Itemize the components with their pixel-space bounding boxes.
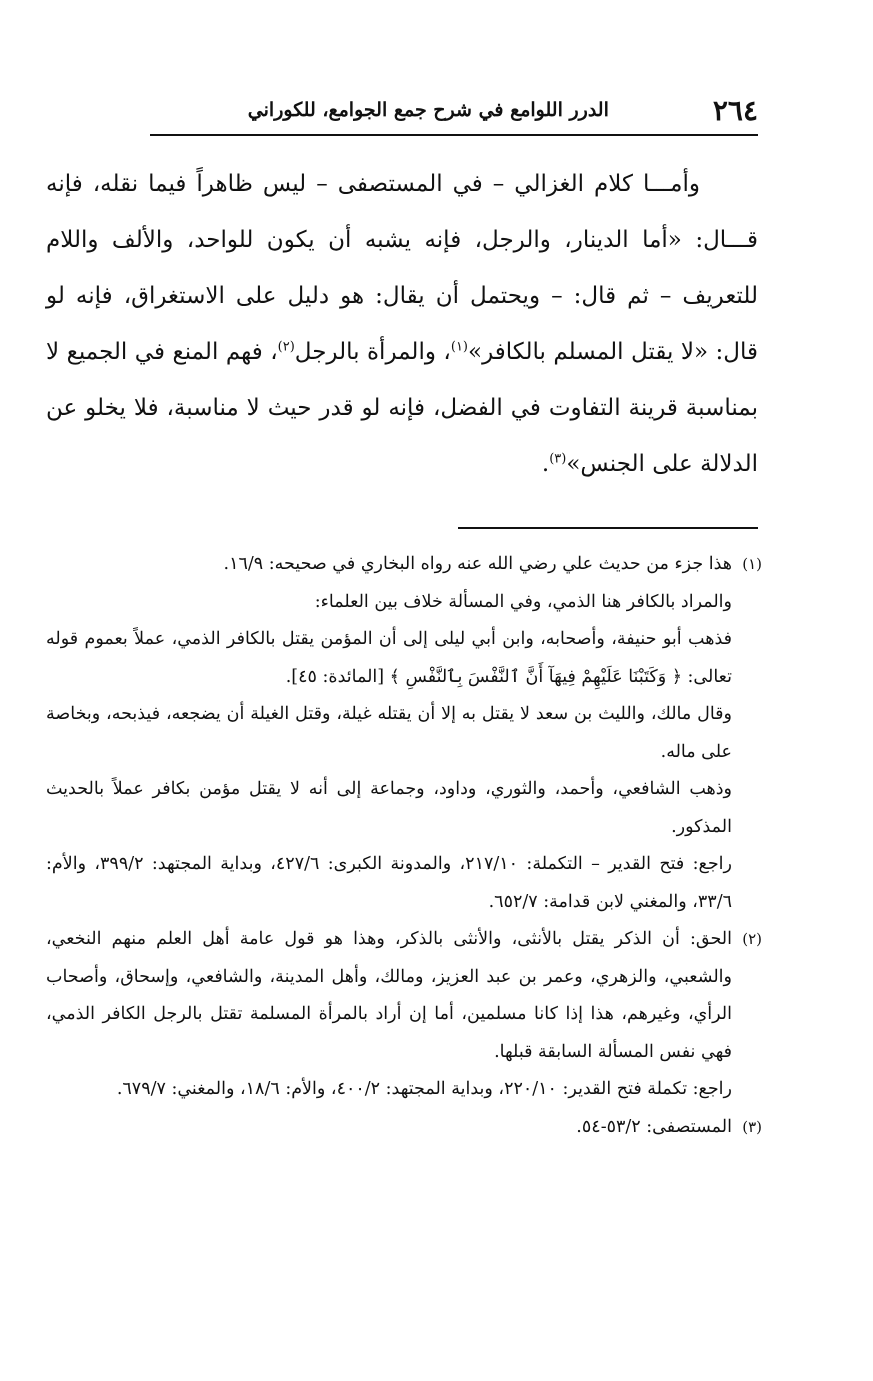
footnote-number: (٢) [742, 930, 762, 948]
footnote-ref-3: (٣) [549, 451, 567, 467]
footnote-paragraph: وذهب الشافعي، وأحمد، والثوري، وداود، وجماعة إلى أنه لا يقتل مؤمن بكافر عملاً بالحديث المذكور. [46, 779, 732, 837]
footnote-3 [46, 1109, 762, 1147]
footnote-rule [458, 527, 758, 529]
footnote-paragraph: فذهب أبو حنيفة، وأصحابه، وابن أبي ليلى إلى أن المؤمن يقتل بالكافر الذمي، عملاً بعموم قوله تعالى: ﴿ وَكَتَبْنَا عَلَيْهِمْ فِيهَآ أَنَّ ٱلنَّفْسَ بِٱلنَّفْسِ ﴾ [المائدة: ٤٥]. [46, 629, 732, 687]
main-text-part-4: . [541, 451, 550, 477]
footnote-paragraph: راجع: تكملة فتح القدير: ٢٢٠/١٠، وبداية المجتهد: ٤٠٠/٢، والأم: ١٨/٦، والمغني: ٦٧٩/٧. [116, 1079, 732, 1099]
footnote-paragraph: المستصفى: ٥٣/٢-٥٤. [576, 1116, 732, 1137]
header-rule [150, 134, 758, 136]
footnote-2 [46, 921, 762, 1109]
page-number: ٢٦٤ [712, 93, 758, 127]
main-text-part-3: ، فهم المنع في الجميع لا بمناسبة قرينة التفاوت في الفضل، فإنه لو قدر حيث لا مناسبة، فلا يخلو عن الدلالة على الجنس» [46, 339, 758, 477]
footnotes [46, 546, 762, 1146]
main-text-part-1: وأمـــا كلام الغزالي – في المستصفى – ليس ظاهراً فيما نقله، فإنه قـــال: «أما الدينار، والرجل، فإنه يشبه أن يكون للواحد، والألف واللام للتعريف – ثم قال: – ويحتمل أن يقال: هو دليل على الاستغراق، فإنه لو قال: «لا يقتل المسلم بالكافر» [46, 171, 759, 365]
footnote-ref-2: (٢) [277, 339, 295, 355]
footnote-paragraph: الحق: أن الذكر يقتل بالأنثى، والأنثى بالذكر، وهذا هو قول عامة أهل العلم منهم النخعي، والشعبي، والزهري، وعمر بن عبد العزيز، ومالك، وأهل المدينة، والشافعي، وإسحاق، وأصحاب الرأي، وغيرهم، هذا إذا كانا مسلمين، أما إن أراد بالمرأة المسلمة تقتل بالرجل الكافر الذمي، فهي نفس المسألة السابقة قبلها. [46, 929, 732, 1062]
main-paragraph [46, 156, 758, 492]
footnote-number: (١) [742, 555, 762, 573]
main-text-part-2: ، والمرأة بالرجل [294, 339, 451, 365]
footnote-1 [46, 546, 762, 921]
page-header [150, 92, 758, 128]
footnote-number: (٣) [742, 1117, 762, 1136]
footnote-paragraph: راجع: فتح القدير – التكملة: ٢١٧/١٠، والمدونة الكبرى: ٤٢٧/٦، وبداية المجتهد: ٣٩٩/٢، والأم: ٣٣/٦، والمغني لابن قدامة: ٦٥٢/٧. [46, 854, 732, 912]
footnote-paragraph: وقال مالك، والليث بن سعد لا يقتل به إلا أن يقتله غيلة، وقتل الغيلة أن يضجعه، فيذبحه، وبخاصة على ماله. [46, 704, 732, 762]
footnote-ref-1: (١) [450, 339, 468, 355]
footnote-paragraph: والمراد بالكافر هنا الذمي، وفي المسألة خلاف بين العلماء: [314, 591, 732, 612]
footnote-paragraph: هذا جزء من حديث علي رضي الله عنه رواه البخاري في صحيحه: ١٦/٩. [223, 554, 732, 574]
running-title: الدرر اللوامع في شرح جمع الجوامع، للكوراني [247, 99, 609, 121]
